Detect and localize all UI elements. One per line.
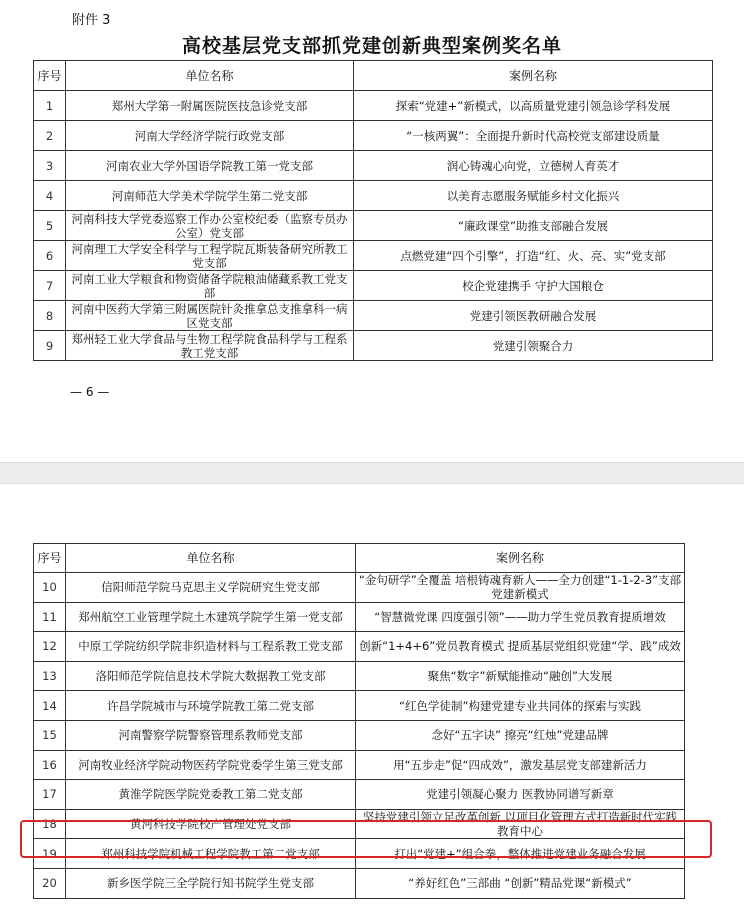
table-row: [34, 691, 685, 721]
table-row: [34, 91, 713, 121]
header-unit: 单位名称: [66, 61, 354, 91]
table-row: [34, 573, 685, 603]
row-no: 4: [34, 181, 66, 211]
header-no: 序号: [34, 544, 66, 573]
row-no: 18: [34, 809, 66, 839]
row-no: 11: [34, 602, 66, 632]
table-row: [34, 632, 685, 662]
page-separator: [0, 462, 744, 484]
header-case: 案例名称: [356, 544, 685, 573]
table-row: [34, 211, 713, 241]
row-no: 15: [34, 720, 66, 750]
row-case: “智慧微党课 四度强引领”——助力学生党员教育提质增效: [356, 602, 685, 632]
table-row: [34, 241, 713, 271]
row-case: “养好红色”三部曲 “创新”精品党课“新模式”: [356, 868, 685, 898]
row-case: 探索“党建+”新模式，以高质量党建引领急诊学科发展: [354, 91, 713, 121]
row-no: 5: [34, 211, 66, 241]
row-case: 润心铸魂心向党，立德树人育英才: [354, 151, 713, 181]
table-row: [34, 868, 685, 898]
row-no: 14: [34, 691, 66, 721]
row-unit: 河南中医药大学第三附属医院针灸推拿总支推拿科一病区党支部: [66, 301, 354, 331]
highlight-box: [20, 820, 712, 858]
row-unit: 黄河科技学院校产管理处党支部: [66, 809, 356, 839]
table-row: [34, 661, 685, 691]
row-no: 3: [34, 151, 66, 181]
table-header-row: [34, 61, 713, 91]
row-case: “金句研学”全覆盖 培根铸魂育新人——全力创建“1-1-2-3”支部党建新模式: [356, 573, 685, 603]
row-unit: 黄淮学院医学院党委教工第二党支部: [66, 780, 356, 810]
row-unit: 郑州轻工业大学食品与生物工程学院食品科学与工程系教工党支部: [66, 331, 354, 361]
row-no: 13: [34, 661, 66, 691]
row-case: 校企党建携手 守护大国粮仓: [354, 271, 713, 301]
row-case: 党建引领聚合力: [354, 331, 713, 361]
row-unit: 河南科技大学党委巡察工作办公室校纪委（监察专员办公室）党支部: [66, 211, 354, 241]
row-unit: 中原工学院纺织学院非织造材料与工程系教工党支部: [66, 632, 356, 662]
row-case: “一核两翼”：全面提升新时代高校党支部建设质量: [354, 121, 713, 151]
row-no: 7: [34, 271, 66, 301]
row-case: 用“五步走”促“四成效”，激发基层党支部建新活力: [356, 750, 685, 780]
row-no: 1: [34, 91, 66, 121]
table-row: [34, 121, 713, 151]
row-no: 6: [34, 241, 66, 271]
row-unit: 河南理工大学安全科学与工程学院瓦斯装备研究所教工党支部: [66, 241, 354, 271]
row-unit: 洛阳师范学院信息技术学院大数据教工党支部: [66, 661, 356, 691]
row-case: “廉政课堂”助推支部融合发展: [354, 211, 713, 241]
row-unit: 河南警察学院警察管理系教师党支部: [66, 720, 356, 750]
row-unit: 河南工业大学粮食和物资储备学院粮油储藏系教工党支部: [66, 271, 354, 301]
row-case: 以美育志愿服务赋能乡村文化振兴: [354, 181, 713, 211]
table-row: [34, 181, 713, 211]
table-row: [34, 151, 713, 181]
row-unit: 郑州大学第一附属医院医技急诊党支部: [66, 91, 354, 121]
row-no: 16: [34, 750, 66, 780]
row-unit: 郑州科技学院机械工程学院教工第二党支部: [66, 839, 356, 869]
table-row: [34, 750, 685, 780]
row-case: 打出“党建+”组合拳，整体推进党建业务融合发展: [356, 839, 685, 869]
row-case: “红色学徒制”构建党建专业共同体的探索与实践: [356, 691, 685, 721]
table-row: [34, 331, 713, 361]
row-unit: 信阳师范学院马克思主义学院研究生党支部: [66, 573, 356, 603]
row-unit: 河南牧业经济学院动物医药学院党委学生第三党支部: [66, 750, 356, 780]
table-row: [34, 602, 685, 632]
page-number: — 6 —: [70, 385, 110, 399]
header-unit: 单位名称: [66, 544, 356, 573]
award-table-1: [33, 60, 713, 361]
row-unit: 河南农业大学外国语学院教工第一党支部: [66, 151, 354, 181]
row-no: 17: [34, 780, 66, 810]
row-no: 10: [34, 573, 66, 603]
table-row: [34, 780, 685, 810]
row-unit: 新乡医学院三全学院行知书院学生党支部: [66, 868, 356, 898]
table-header-row: [34, 544, 685, 573]
row-unit: 河南大学经济学院行政党支部: [66, 121, 354, 151]
header-no: 序号: [34, 61, 66, 91]
row-case: 党建引领医教研融合发展: [354, 301, 713, 331]
row-case: 聚焦“数字”新赋能推动“融创”大发展: [356, 661, 685, 691]
row-no: 8: [34, 301, 66, 331]
row-no: 9: [34, 331, 66, 361]
row-case: 念好“五字诀” 擦亮“红烛”党建品牌: [356, 720, 685, 750]
row-case: 党建引领凝心聚力 医教协同谱写新章: [356, 780, 685, 810]
row-no: 2: [34, 121, 66, 151]
table-row: [34, 301, 713, 331]
row-unit: 河南师范大学美术学院学生第二党支部: [66, 181, 354, 211]
header-case: 案例名称: [354, 61, 713, 91]
row-case: 坚持党建引领立足改革创新 以项目化管理方式打造新时代实践教育中心: [356, 809, 685, 839]
row-case: 点燃党建“四个引擎”，打造“红、火、亮、实”党支部: [354, 241, 713, 271]
row-no: 19: [34, 839, 66, 869]
table-row: [34, 720, 685, 750]
row-case: 创新“1+4+6”党员教育模式 提质基层党组织党建“学、践”成效: [356, 632, 685, 662]
row-unit: 郑州航空工业管理学院土木建筑学院学生第一党支部: [66, 602, 356, 632]
page-title: 高校基层党支部抓党建创新典型案例奖名单: [181, 35, 562, 57]
row-no: 12: [34, 632, 66, 662]
attachment-label: 附件 3: [72, 13, 111, 28]
table-row: [34, 271, 713, 301]
row-no: 20: [34, 868, 66, 898]
row-unit: 许昌学院城市与环境学院教工第二党支部: [66, 691, 356, 721]
